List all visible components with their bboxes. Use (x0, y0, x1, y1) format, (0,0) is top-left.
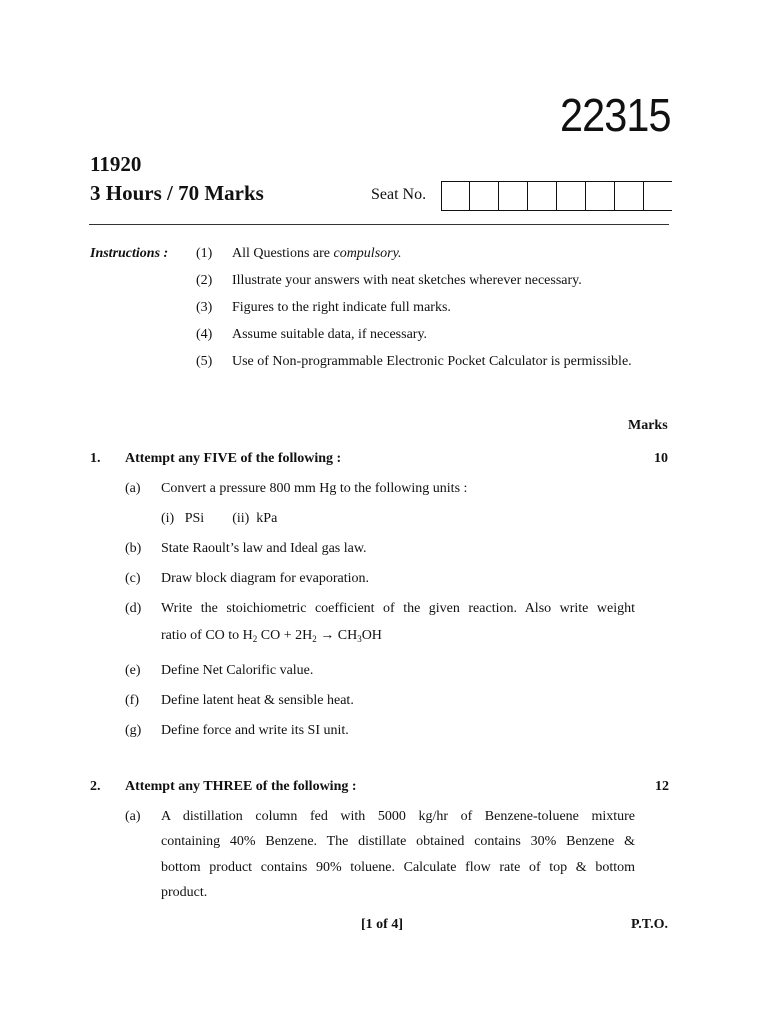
instruction-number: (4) (196, 327, 213, 342)
sub-question-label: (f) (125, 693, 139, 708)
sub-question-label: (a) (125, 809, 141, 824)
seat-number-box[interactable] (441, 181, 470, 211)
equation-part: OH (361, 628, 382, 643)
reaction-equation (161, 628, 382, 644)
please-turn-over: P.T.O. (631, 917, 668, 932)
question-heading: Attempt any THREE of the following : (125, 779, 357, 794)
option-label: (i) (161, 511, 175, 526)
sub-question-text: State Raoult’s law and Ideal gas law. (161, 541, 367, 556)
instruction-number: (1) (196, 246, 213, 261)
sub-question-label: (e) (125, 663, 141, 678)
instruction-text (232, 246, 402, 262)
sub-question-text-line: containing 40% Benzene. The distillate obtained contains 30% Benzene & (161, 834, 635, 849)
instruction-number: (5) (196, 354, 213, 369)
sub-question-label: (a) (125, 481, 141, 496)
paper-code: 11920 (90, 152, 142, 176)
equation-subscript: 2 (252, 634, 258, 644)
header-divider (89, 224, 669, 225)
equation-subscript: 3 (357, 634, 362, 644)
sub-question-label: (d) (125, 601, 142, 616)
option-text: PSi (184, 511, 205, 526)
question-number: 1. (90, 451, 101, 466)
sub-question-text-line: product. (161, 885, 208, 900)
sub-question-label: (c) (125, 571, 141, 586)
sub-question-text: Define latent heat & sensible heat. (161, 693, 354, 708)
seat-number-box[interactable] (499, 181, 528, 211)
instruction-text: Assume suitable data, if necessary. (232, 327, 428, 342)
duration-marks: 3 Hours / 70 Marks (90, 181, 264, 205)
seat-number-box[interactable] (615, 181, 644, 211)
seat-number-label: Seat No. (371, 186, 427, 203)
question-marks: 10 (654, 451, 668, 466)
equation-part: CO + 2H (257, 628, 313, 643)
question-marks: 12 (655, 779, 669, 794)
sub-question-text: Define force and write its SI unit. (161, 723, 349, 738)
sub-question-text: Write the stoichiometric coefficient of the given reaction. Also write weight (161, 601, 635, 616)
subject-code: 22315 (560, 89, 671, 141)
instruction-text: Figures to the right indicate full marks. (232, 300, 451, 315)
sub-question-text: Draw block diagram for evaporation. (161, 571, 369, 586)
sub-question-label: (b) (125, 541, 142, 556)
instructions-label: Instructions : (90, 246, 169, 261)
sub-question-text: Define Net Calorific value. (161, 663, 314, 678)
question-heading: Attempt any FIVE of the following : (125, 451, 342, 466)
sub-question-label: (g) (125, 723, 142, 738)
seat-number-box[interactable] (528, 181, 557, 211)
marks-column-heading: Marks (628, 418, 668, 433)
option-label: (ii) (232, 511, 250, 526)
instruction-text-plain: All Questions are (232, 246, 334, 261)
seat-number-box[interactable] (557, 181, 586, 211)
instruction-text-emphasis: compulsory. (333, 246, 402, 261)
equation-part: → CH (316, 628, 358, 643)
sub-question-text-line: A distillation column fed with 5000 kg/hr of Benzene-toluene mixture (161, 809, 635, 824)
seat-number-boxes[interactable] (441, 181, 672, 211)
instruction-number: (3) (196, 300, 213, 315)
sub-question-text: Convert a pressure 800 mm Hg to the following units : (161, 481, 468, 496)
equation-subscript: 2 (312, 634, 317, 644)
seat-number-box[interactable] (586, 181, 615, 211)
instruction-text: Use of Non-programmable Electronic Pocket Calculator is permissible. (232, 354, 632, 369)
instruction-number: (2) (196, 273, 213, 288)
seat-number-box[interactable] (644, 181, 672, 211)
page-number: [1 of 4] (361, 917, 403, 932)
option-text: kPa (256, 511, 278, 526)
seat-number-box[interactable] (470, 181, 499, 211)
question-number: 2. (90, 779, 101, 794)
instruction-text: Illustrate your answers with neat sketches wherever necessary. (232, 273, 582, 288)
sub-question-text-line: bottom product contains 90% toluene. Calculate flow rate of top & bottom (161, 860, 635, 875)
sub-question-options (161, 511, 277, 527)
equation-part: ratio of CO to H (161, 628, 253, 643)
